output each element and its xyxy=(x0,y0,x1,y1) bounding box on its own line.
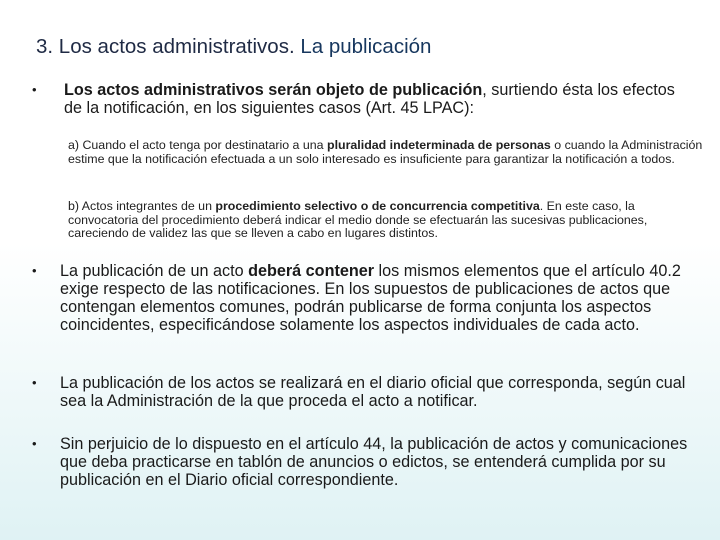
bullet2-bold: deberá contener xyxy=(248,262,375,280)
bullet-publication-cases xyxy=(32,81,692,117)
bullet-dot: • xyxy=(32,263,37,278)
sub-a-bold: pluralidad indeterminada de personas xyxy=(327,138,551,152)
title-part1: 3. Los actos administrativos. xyxy=(36,35,295,58)
sub-a-pre: a) Cuando el acto tenga por destinatario a una xyxy=(68,138,328,152)
bullet-text xyxy=(64,81,692,117)
bullet2-post: los mismos elementos que el artículo 40.2 exige respecto de las notificaciones. En los supuestos de publicaciones de actos que contengan elementos comunes, podrán publicarse de forma conjunta los aspectos coincidentes, especificándose solamente los aspectos individuales de cada acto. xyxy=(60,262,681,334)
title-part2: La publicación xyxy=(294,35,432,58)
bullet-bold: Los actos administrativos serán objeto de publicación xyxy=(64,81,483,99)
bullet-dot: • xyxy=(32,82,37,97)
bullet-dot: • xyxy=(32,436,37,451)
bullet-rest: , surtiendo ésta los efectos de la notificación, en los siguientes casos (Art. 45 LPAC): xyxy=(64,81,675,117)
sub-item-a xyxy=(68,139,708,166)
sub-b-pre: b) Actos integrantes de un xyxy=(68,199,216,213)
bullet-text: Sin perjuicio de lo dispuesto en el artículo 44, la publicación de actos y comunicaciones que deba practicarse en tablón de anuncios o edictos, se entenderá cumplida por su publicación en el Diario oficial correspondiente. xyxy=(60,435,688,489)
bullet-text xyxy=(60,262,692,334)
bullet-notice-board xyxy=(32,435,692,489)
sub-b-bold: procedimiento selectivo o de concurrencia competitiva xyxy=(215,199,540,213)
bullet-dot: • xyxy=(32,375,37,390)
bullet-official-journal xyxy=(32,374,692,410)
slide-title xyxy=(36,35,431,59)
bullet-content-requirements xyxy=(32,262,692,334)
sub-item-b xyxy=(68,200,708,241)
sub-a-post: o cuando la Administración estime que la notificación efectuada a un solo interesado es insuficiente para garantizar la notificación a todos. xyxy=(68,138,703,166)
bullet2-pre: La publicación de un acto xyxy=(60,262,249,280)
sub-b-post: . En este caso, la convocatoria del procedimiento deberá indicar el medio donde se efectuarán las sucesivas publicaciones, careciendo de validez las que se lleven a cabo en lugares distintos. xyxy=(68,199,648,240)
bullet-text: La publicación de los actos se realizará en el diario oficial que corresponda, según cual sea la Administración de la que proceda el acto a notificar. xyxy=(60,374,686,410)
